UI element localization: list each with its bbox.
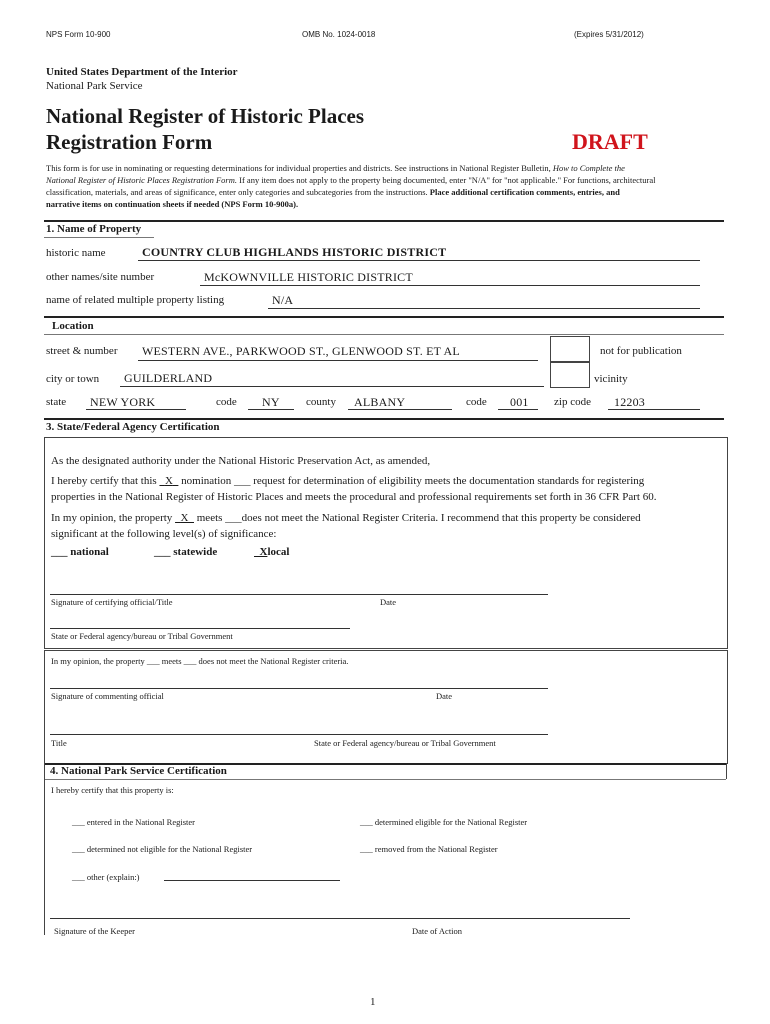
agency-name: United States Department of the Interior: [46, 66, 238, 78]
related-listing-field[interactable]: N/A: [272, 293, 294, 307]
county-code-label: code: [466, 396, 487, 408]
draft-stamp: DRAFT: [572, 129, 648, 154]
section3-rule: [44, 418, 724, 420]
zip-field[interactable]: 12203: [614, 395, 645, 409]
vicinity-label: vicinity: [594, 373, 628, 385]
certifying-date-label: Date: [380, 597, 397, 607]
street-label: street & number: [46, 345, 118, 357]
intro-line-3: classification, materials, and areas of significance, enter only categories and subcategories from the instructions. Place additional certification comments, entries, and: [46, 187, 620, 197]
section4-intro: I hereby certify that this property is:: [51, 785, 174, 795]
section3-heading: 3. State/Federal Agency Certification: [46, 421, 220, 433]
intro-line-2: National Register of Historic Places Registration Form. If any item does not apply to the property being documented, enter "N/A" for "not applicable." For functions, architectural: [46, 175, 656, 185]
certify-line-2: properties in the National Register of Historic Places and meets the procedural and professional requirements set forth in 36 CFR Part 60.: [51, 491, 657, 503]
state-field[interactable]: NEW YORK: [90, 395, 156, 409]
city-field[interactable]: GUILDERLAND: [124, 371, 213, 385]
form-subtitle: Registration Form: [46, 130, 213, 154]
agency2-label: State or Federal agency/bureau or Tribal Government: [314, 738, 496, 748]
related-listing-label: name of related multiple property listing: [46, 294, 225, 306]
state-line: [86, 409, 186, 410]
county-code-line: [498, 409, 538, 410]
meets-check[interactable]: X: [180, 512, 189, 524]
certifying-signature-label: Signature of certifying official/Title: [51, 597, 173, 607]
certifying-signature-line: [50, 594, 548, 595]
state-code-field[interactable]: NY: [262, 395, 280, 409]
agency-certification-box: [44, 437, 728, 649]
street-line: [138, 360, 538, 361]
other-explain-line: [164, 880, 340, 881]
form-number: NPS Form 10-900: [46, 30, 111, 39]
section1-heading: 1. Name of Property: [46, 223, 142, 235]
not-for-publication-label: not for publication: [600, 345, 682, 357]
form-title: National Register of Historic Places: [46, 104, 365, 128]
other-names-label: other names/site number: [46, 271, 155, 283]
option-entered[interactable]: ___ entered in the National Register: [72, 817, 195, 827]
section4-underline: [44, 779, 726, 780]
section1-rule: [44, 220, 724, 222]
commenting-date-label: Date: [436, 691, 453, 701]
state-label: state: [46, 396, 67, 408]
city-line: [120, 386, 544, 387]
section2-heading: Location: [52, 320, 94, 332]
historic-name-line: [138, 260, 700, 261]
intro-line-4: narrative items on continuation sheets if needed (NPS Form 10-900a).: [46, 199, 299, 209]
opinion-line: In my opinion, the property X meets ___does not meet the National Register Criteria. I recommend that this property be considered: [51, 512, 641, 524]
historic-name-label: historic name: [46, 247, 106, 259]
commenting-signature-label: Signature of commenting official: [51, 691, 164, 701]
section1-underline: [44, 237, 154, 238]
authority-statement: As the designated authority under the National Historic Preservation Act, as amended,: [51, 455, 431, 467]
section2-underline: [44, 334, 724, 335]
county-field[interactable]: ALBANY: [354, 395, 406, 409]
other-names-line: [200, 285, 700, 286]
related-listing-line: [268, 308, 700, 309]
title-label: Title: [51, 738, 67, 748]
page-number: 1: [370, 996, 376, 1008]
expiration-date: (Expires 5/31/2012): [574, 30, 644, 39]
state-code-line: [248, 409, 294, 410]
opinion2-statement: In my opinion, the property ___ meets ___ does not meet the National Register criteria.: [51, 656, 349, 666]
keeper-signature-line: [50, 918, 630, 919]
state-code-label: code: [216, 396, 237, 408]
certify-line: I hereby certify that this X nomination ___ request for determination of eligibility meets the documentation standards for registering: [51, 475, 645, 487]
commenting-signature-line: [50, 688, 548, 689]
level-statewide[interactable]: ___ statewide: [154, 546, 218, 558]
title-line: [50, 734, 548, 735]
option-not-eligible[interactable]: ___ determined not eligible for the National Register: [72, 844, 253, 854]
city-label: city or town: [46, 373, 100, 385]
zip-line: [608, 409, 700, 410]
section4-left-border: [44, 763, 45, 935]
date-of-action-label: Date of Action: [412, 926, 463, 936]
keeper-signature-label: Signature of the Keeper: [54, 926, 135, 936]
opinion-line-2: significant at the following level(s) of significance:: [51, 528, 277, 540]
zip-label: zip code: [554, 396, 591, 408]
level-national[interactable]: ___ national: [51, 546, 109, 558]
option-other[interactable]: ___ other (explain:): [72, 872, 140, 882]
intro-line-1: This form is for use in nominating or requesting determinations for individual properties and districts. See instructions in National Register Bulletin, How to Complete the: [46, 163, 625, 173]
agency-line: [50, 628, 350, 629]
historic-name-field[interactable]: COUNTRY CLUB HIGHLANDS HISTORIC DISTRICT: [142, 245, 447, 259]
not-for-publication-checkbox[interactable]: [550, 336, 590, 362]
option-eligible[interactable]: ___ determined eligible for the National Register: [360, 817, 528, 827]
section4-heading: 4. National Park Service Certification: [50, 765, 227, 777]
vicinity-checkbox[interactable]: [550, 362, 590, 388]
agency-subname: National Park Service: [46, 80, 143, 92]
nomination-check[interactable]: X: [164, 475, 173, 487]
county-code-field[interactable]: 001: [510, 395, 529, 409]
section4-right-border: [726, 763, 727, 779]
county-label: county: [306, 396, 336, 408]
street-field[interactable]: WESTERN AVE., PARKWOOD ST., GLENWOOD ST. ET AL: [142, 344, 460, 358]
omb-number: OMB No. 1024-0018: [302, 30, 376, 39]
other-names-field[interactable]: McKOWNVILLE HISTORIC DISTRICT: [204, 270, 413, 284]
section2-rule: [44, 316, 724, 318]
level-local[interactable]: Xlocal: [259, 546, 290, 558]
option-removed[interactable]: ___ removed from the National Register: [360, 844, 498, 854]
agency-label: State or Federal agency/bureau or Tribal Government: [51, 631, 233, 641]
county-line: [348, 409, 452, 410]
